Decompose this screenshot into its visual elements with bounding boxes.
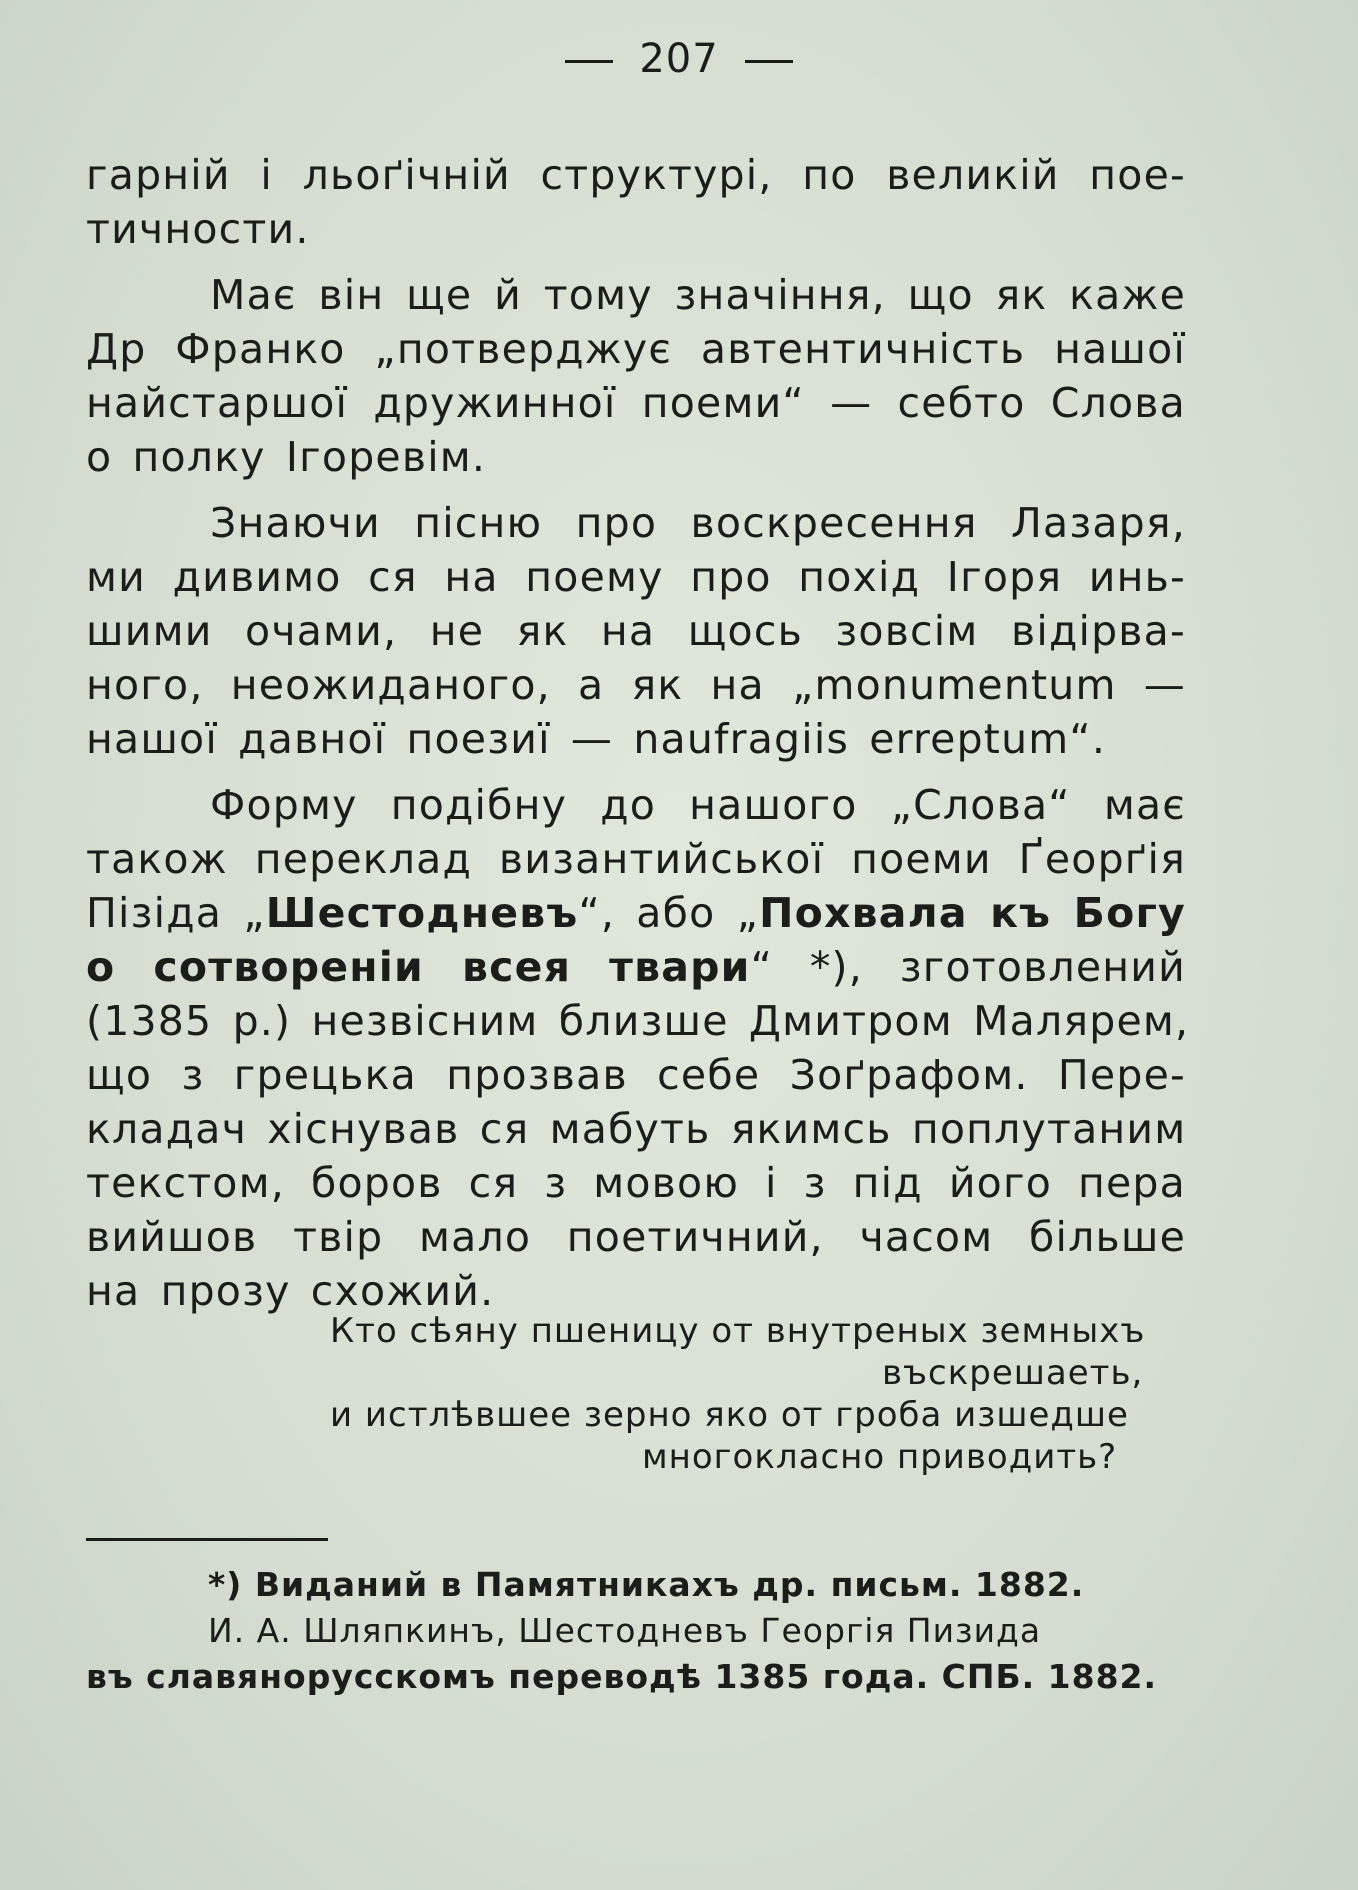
title-shestodnev: Шестодневъ [265, 889, 579, 937]
verse-line: въскрешаеть, [882, 1353, 1144, 1393]
header-dash-left [565, 60, 613, 63]
footnote-line: *) Виданий в Памятникахъ др. письм. 1882. [208, 1565, 1085, 1604]
title-pokhvala: Похвала къ Богу [759, 889, 1186, 937]
text-line: що з грецька прозвав себе Зоґрафом. Пере- [86, 1051, 1186, 1099]
text-line: на прозу схожий. [86, 1267, 495, 1315]
text-line: ного, неожиданого, а як на „monumentum — [86, 661, 1186, 709]
text-line-mixed [86, 886, 1186, 940]
text-fragment: “, або „ [578, 889, 760, 937]
text-line: Має він ще й тому значіння, що як каже [210, 271, 1186, 319]
page-number: 207 [639, 36, 719, 82]
text-line: Знаючи пісню про воскресення Лазаря, [210, 499, 1186, 547]
text-line: шими очами, не як на щось зовсім відірва- [86, 607, 1186, 655]
text-line: текстом, боров ся з мовою і з під його пера [86, 1159, 1186, 1207]
text-fragment: Пізіда „ [86, 889, 266, 937]
footnote-line: въ славянорусскомъ переводѣ 1385 года. СПБ. 1882. [86, 1657, 1158, 1696]
verse-line: Кто сѣяну пшеницу от внутреных земныхъ [330, 1311, 1146, 1351]
text-line: Др Франко „потверджує автентичність нашої [86, 325, 1186, 373]
footnote-line: И. А. Шляпкинъ, Шестодневъ Георгія Пизида [208, 1611, 1042, 1650]
text-fragment: “ *), зготовлений [750, 943, 1186, 991]
main-text [86, 148, 1190, 1318]
text-line: найстаршої дружинної поеми“ — себто Слова [86, 379, 1186, 427]
footnote-rule [86, 1538, 328, 1541]
text-line: ми дивимо ся на поему про похід Ігоря инь- [86, 553, 1186, 601]
verse-line: и истлѣвшее зерно яко от гроба изшедше [330, 1395, 1129, 1435]
title-pokhvala-cont: о сотвореніи всея твари [86, 943, 751, 991]
header-dash-right [745, 60, 793, 63]
text-line: вийшов твір мало поетичний, часом більше [86, 1213, 1186, 1261]
text-line: (1385 р.) незвісним близше Дмитром Малярем, [86, 997, 1190, 1045]
text-line: також переклад византийської поеми Ґеорґія [86, 835, 1186, 883]
footnote [86, 1562, 1186, 1700]
verse-line: многокласно приводить? [642, 1437, 1118, 1477]
text-line: гарній і льоґічній структурі, по великій пое- [86, 151, 1186, 199]
text-line-mixed [86, 940, 1186, 994]
verse-quote [86, 1310, 1186, 1478]
text-line: о полку Ігоревім. [86, 433, 487, 481]
text-line: тичности. [86, 205, 310, 253]
text-line: кладач хіснував ся мабуть якимсь поплутаним [86, 1105, 1187, 1153]
page-header [0, 36, 1358, 82]
text-line: нашої давної поезиї — naufragiis erreptum“. [86, 715, 1107, 763]
text-line: Форму подібну до нашого „Слова“ має [210, 781, 1186, 829]
